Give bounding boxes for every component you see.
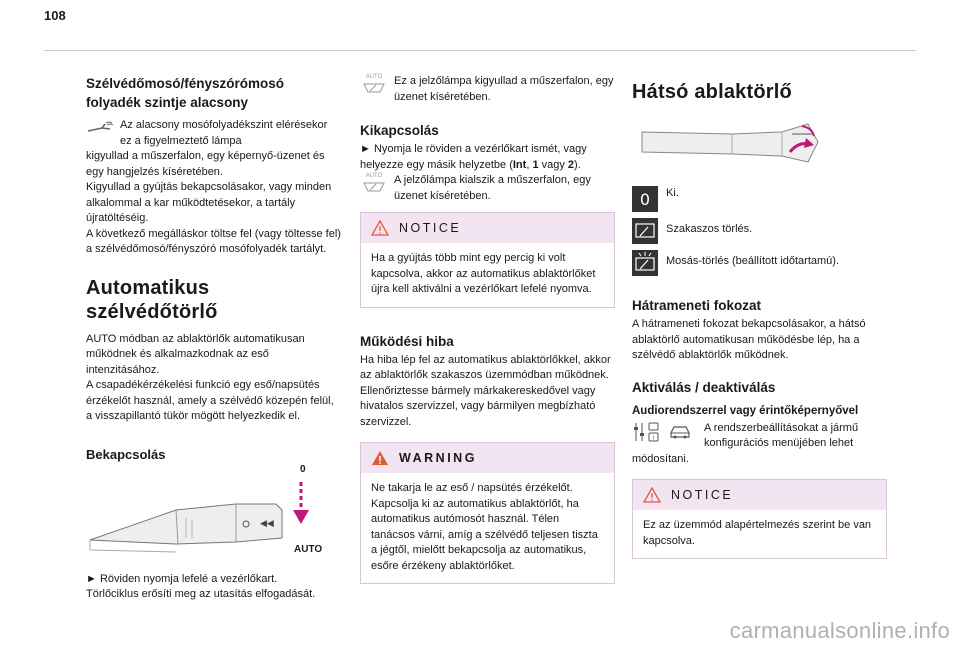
rear-wiper-stalk-illustration — [632, 112, 842, 178]
option-wash-text: Mosás-törlés (beállított időtartamú). — [666, 255, 840, 267]
heading-audio-touchscreen: Audiorendszerrel vagy érintőképernyővel — [632, 404, 859, 417]
heading-auto-wiper: Automatikus szélvédőtörlő — [86, 276, 218, 323]
auto-text-1: AUTO módban az ablaktörlők automatikusan működnek és alkalmazkodnak az eső intenzitásához. — [86, 332, 305, 376]
auto-lamp-paragraph — [360, 74, 615, 105]
washer-fluid-icon — [86, 120, 114, 136]
warning-text: Ne takarja le az eső / napsütés érzékelőt. Kapcsolja ki az automatikus ablaktörlőt, ha automatikus autómosót használ. Télen tanácsos várni, amíg a szélvédő teljesen tiszta a jégtől, mielőtt bekapcsolja az automatikus, esőre érzékeny ablaktörlőket. — [371, 482, 598, 572]
figure-label-auto: AUTO — [294, 543, 323, 555]
svg-text:i: i — [652, 434, 655, 441]
heading-rear-wiper: Hátsó ablaktörlő — [632, 81, 792, 103]
car-icon — [668, 423, 692, 441]
column-middle — [360, 74, 615, 584]
off-lamp-paragraph — [360, 173, 615, 204]
settings-sliders-icon — [632, 421, 662, 443]
notice-text: Ha a gyújtás több mint egy percig ki volt kapcsolva, akkor az automatikus ablaktörlőket újra kell aktiválni a vezérlőkart lefelé nyomva. — [371, 252, 596, 295]
switch-on-confirm: Törlőciklus erősíti meg az utasítás elfogadását. — [86, 588, 316, 600]
heading-switch-off: Kikapcsolás — [360, 123, 439, 138]
washer-text-3: A következő megálláskor töltse fel (vagy töltesse fel) a szélvédőmosó/fényszóró mosófolyadék tartályt. — [86, 227, 341, 255]
heading-fault: Működési hiba — [360, 333, 454, 349]
washer-text-rest: kigyullad a műszerfalon, egy képernyő-üzenet és egy hangjelzés kíséretében. — [86, 150, 325, 178]
rear-wiper-intermittent-icon — [632, 218, 658, 244]
audio-text-first: A rendszerbeállításokat a jármű konfigurációs menüjében lehet — [704, 421, 859, 449]
column-left — [86, 74, 341, 603]
heading-activate: Aktiválás / deaktiválás — [632, 379, 776, 395]
heading-switch-on: Bekapcsolás — [86, 446, 166, 462]
svg-text:0: 0 — [639, 190, 651, 209]
notice-box-2 — [632, 479, 887, 559]
fault-text-2: Ellenőriztesse bármely márkakereskedővel vagy hivatalos szervizzel, vagy bármilyen megbízható szervizzel. — [360, 384, 596, 428]
off-lamp-text: A jelzőlámpa kialszik a műszerfalon, egy üzenet kíséretében. — [394, 174, 591, 202]
column-right — [632, 74, 887, 559]
auto-wiper-lamp-icon: AUTO — [360, 74, 388, 99]
warning-icon — [371, 450, 389, 466]
option-intermittent-text: Szakaszos törlés. — [666, 223, 753, 235]
svg-text:◀◀: ◀◀ — [260, 518, 274, 529]
option-off-row — [632, 186, 887, 212]
warning-title: WARNING — [399, 451, 477, 465]
auto-lamp-text: Ez a jelzőlámpa kigyullad a műszerfalon, egy üzenet kíséretében. — [394, 75, 614, 103]
notice-title-2: NOTICE — [671, 488, 734, 502]
washer-text-first: Az alacsony mosófolyadékszint elérésekor ez a figyelmeztető lámpa — [120, 119, 328, 147]
option-intermittent-row — [632, 218, 887, 244]
header-rule — [44, 50, 916, 51]
reverse-text: A hátrameneti fokozat bekapcsolásakor, a hátsó ablaktörlő automatikusan működésbe lép, ha a szélvédő ablaktörlők működnek. — [632, 318, 866, 361]
page-number: 108 — [44, 8, 66, 23]
notice-header-2 — [633, 480, 886, 510]
washer-text-2: Kigyullad a gyújtás bekapcsolásakor, vagy minden alkalommal a kar működtetésekor, a tartály újratöltéséig. — [86, 181, 332, 224]
notice-header — [361, 213, 614, 243]
auto-wiper-lamp-icon-2: AUTO — [360, 173, 388, 198]
switch-on-instruction: ► Röviden nyomja lefelé a vezérlőkart. — [86, 572, 278, 585]
notice-box — [360, 212, 615, 308]
auto-text-2: A csapadékérzékelési funkció egy eső/napsütés érzékelőt használ, amely a szélvédő közepén felül, a visszapillantó tükör mögött helyezkedik el. — [86, 379, 334, 422]
option-wash-row — [632, 250, 887, 276]
audio-paragraph — [632, 421, 887, 468]
rear-stalk-figure — [632, 112, 887, 178]
notice-title: NOTICE — [399, 221, 462, 235]
warning-header — [361, 443, 614, 473]
washer-paragraph — [86, 118, 341, 258]
rear-wiper-off-icon — [632, 186, 658, 212]
rear-wash-wipe-icon — [632, 250, 658, 276]
fault-text-1: Ha hiba lép fel az automatikus ablaktörlőkkel, akkor az ablaktörlők szakaszos üzemmódban működnek. — [360, 353, 611, 381]
notice-text-2: Ez az üzemmód alapértelmezés szerint be van kapcsolva. — [643, 519, 872, 547]
watermark: carmanualsonline.info — [729, 618, 950, 643]
option-off-text: Ki. — [666, 187, 679, 199]
down-arrow-icon — [290, 480, 312, 530]
heading-washer-level: Szélvédőmosó/fényszórómosó folyadék szintje alacsony — [86, 76, 285, 110]
figure-label-zero: 0 — [300, 463, 306, 475]
heading-reverse-gear: Hátrameneti fokozat — [632, 298, 762, 313]
warning-box — [360, 442, 615, 584]
stalk-figure-on — [86, 463, 341, 558]
switch-off-instruction: ► Nyomja le röviden a vezérlőkart ismét, vagy helyezze egy másik helyzetbe (Int, 1 vagy 2). — [360, 143, 587, 171]
caution-icon — [371, 220, 389, 236]
audio-text-rest: módosítani. — [632, 452, 689, 465]
caution-icon-2 — [643, 487, 661, 503]
